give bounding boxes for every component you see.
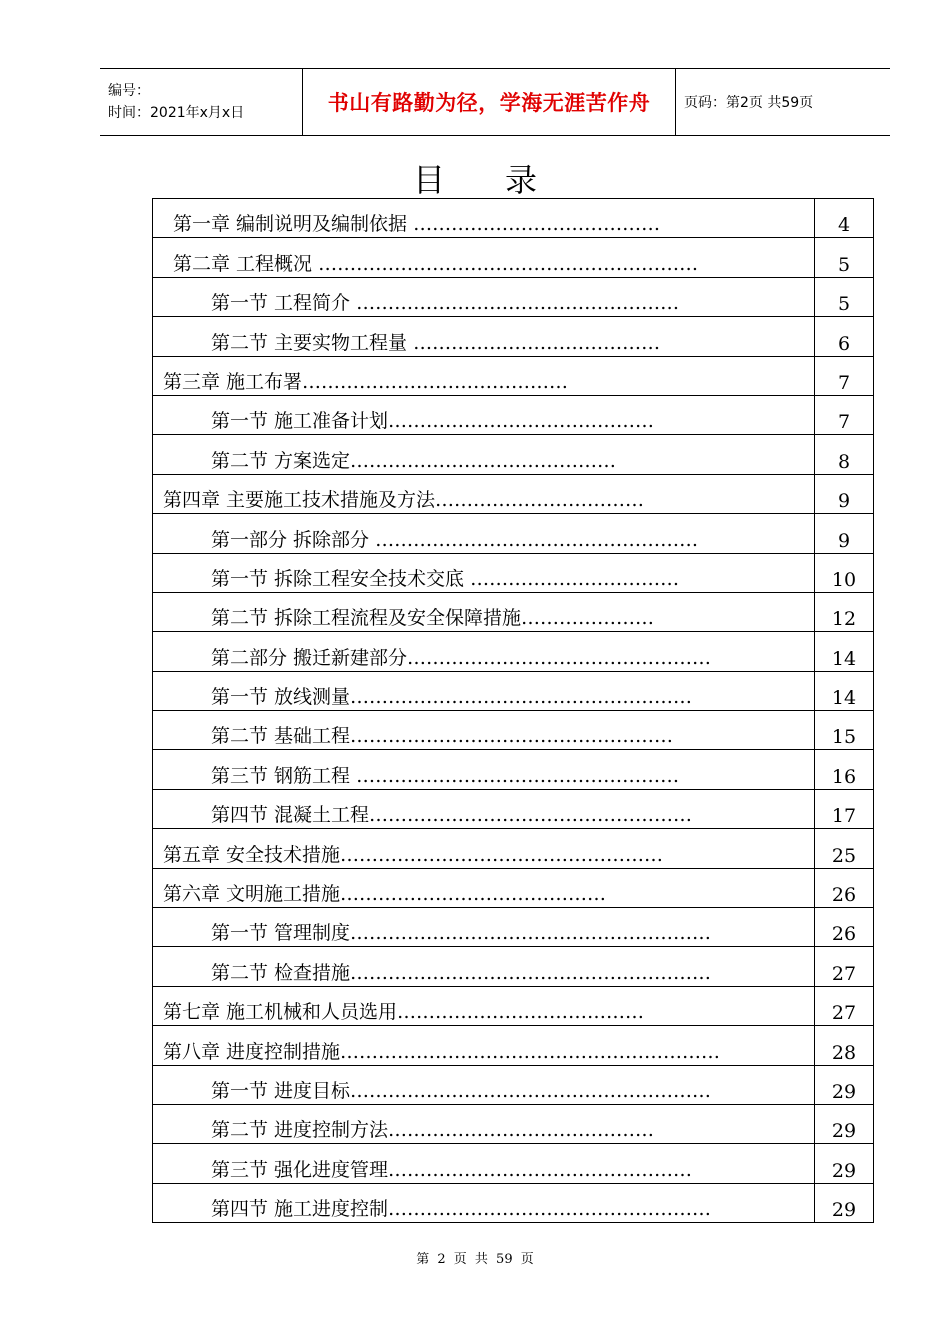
document-time: 时间：2021年x月x日 [108, 105, 245, 121]
toc-chapter-entry: 第五章 安全技术措施…………………………………………… [153, 829, 815, 868]
toc-page-number: 8 [815, 435, 874, 474]
header-motto: 书山有路勤为径，学海无涯苦作舟 [327, 91, 651, 115]
toc-row [153, 750, 874, 789]
page-footer: 第 2 页 共 59 页 [416, 1252, 534, 1267]
toc-chapter-entry: 第八章 进度控制措施…………………………………………………… [153, 1026, 815, 1065]
toc-page-number: 29 [815, 1183, 874, 1222]
toc-page-number: 12 [815, 592, 874, 631]
header-motto-cell [302, 69, 676, 135]
toc-page-number: 25 [815, 829, 874, 868]
toc-section-entry: 第二部分 搬迁新建部分………………………………………… [153, 632, 815, 671]
toc-row [153, 908, 874, 947]
toc-chapter-entry: 第六章 文明施工措施…………………………………… [153, 868, 815, 907]
toc-row [153, 829, 874, 868]
toc-row [153, 947, 874, 986]
toc-row [153, 1144, 874, 1183]
toc-row [153, 711, 874, 750]
toc-page-number: 7 [815, 395, 874, 434]
toc-section-entry: 第一节 管理制度………………………………………………… [153, 908, 815, 947]
toc-section-entry: 第一节 施工准备计划…………………………………… [153, 395, 815, 434]
toc-chapter-entry: 第二章 工程概况 …………………………………………………… [153, 238, 815, 277]
toc-page-number: 4 [815, 199, 874, 238]
toc-row [153, 632, 874, 671]
toc-page-number: 5 [815, 277, 874, 316]
toc-section-entry: 第一节 工程简介 …………………………………………… [153, 277, 815, 316]
toc-page-number: 6 [815, 317, 874, 356]
toc-section-entry: 第三节 强化进度管理………………………………………… [153, 1144, 815, 1183]
toc-section-entry: 第二节 主要实物工程量 ………………………………… [153, 317, 815, 356]
toc-page-number: 28 [815, 1026, 874, 1065]
toc-row [153, 1183, 874, 1222]
toc-page-number: 14 [815, 632, 874, 671]
toc-row [153, 1026, 874, 1065]
toc-page-number: 9 [815, 514, 874, 553]
toc-row [153, 435, 874, 474]
toc-row [153, 553, 874, 592]
toc-row [153, 199, 874, 238]
toc-section-entry: 第二节 方案选定…………………………………… [153, 435, 815, 474]
toc-page-number: 10 [815, 553, 874, 592]
toc-row [153, 1104, 874, 1143]
toc-row [153, 789, 874, 828]
toc-chapter-entry: 第四章 主要施工技术措施及方法…………………………… [153, 474, 815, 513]
table-of-contents [152, 198, 874, 1223]
toc-chapter-entry: 第三章 施工布署…………………………………… [153, 356, 815, 395]
toc-section-entry: 第二节 检查措施………………………………………………… [153, 947, 815, 986]
toc-row [153, 986, 874, 1025]
toc-section-entry: 第四节 混凝土工程…………………………………………… [153, 789, 815, 828]
toc-page-number: 27 [815, 947, 874, 986]
toc-row [153, 1065, 874, 1104]
toc-chapter-entry: 第一章 编制说明及编制依据 ………………………………… [153, 199, 815, 238]
toc-page-number: 15 [815, 711, 874, 750]
page-header [100, 68, 890, 136]
toc-chapter-entry: 第七章 施工机械和人员选用………………………………… [153, 986, 815, 1025]
toc-section-entry: 第一节 拆除工程安全技术交底 …………………………… [153, 553, 815, 592]
toc-section-entry: 第一节 放线测量……………………………………………… [153, 671, 815, 710]
toc-page-number: 7 [815, 356, 874, 395]
toc-page-number: 26 [815, 868, 874, 907]
header-page-info: 页码：第2页 共59页 [684, 95, 814, 111]
toc-title: 目录 [412, 161, 597, 199]
toc-page-number: 14 [815, 671, 874, 710]
toc-row [153, 514, 874, 553]
toc-row [153, 474, 874, 513]
toc-section-entry: 第二节 进度控制方法…………………………………… [153, 1104, 815, 1143]
toc-page-number: 16 [815, 750, 874, 789]
toc-section-entry: 第二节 基础工程…………………………………………… [153, 711, 815, 750]
toc-page-number: 17 [815, 789, 874, 828]
toc-section-entry: 第一节 进度目标………………………………………………… [153, 1065, 815, 1104]
toc-page-number: 26 [815, 908, 874, 947]
toc-section-entry: 第一部分 拆除部分 …………………………………………… [153, 514, 815, 553]
toc-page-number: 27 [815, 986, 874, 1025]
toc-page-number: 29 [815, 1065, 874, 1104]
toc-section-entry: 第二节 拆除工程流程及安全保障措施………………… [153, 592, 815, 631]
toc-row [153, 317, 874, 356]
toc-page-number: 9 [815, 474, 874, 513]
toc-section-entry: 第四节 施工进度控制…………………………………………… [153, 1183, 815, 1222]
toc-row [153, 238, 874, 277]
document-number-label: 编号： [108, 83, 150, 99]
toc-body [153, 199, 874, 1223]
toc-row [153, 592, 874, 631]
toc-row [153, 671, 874, 710]
toc-row [153, 356, 874, 395]
header-meta [100, 69, 302, 135]
toc-section-entry: 第三节 钢筋工程 …………………………………………… [153, 750, 815, 789]
toc-row [153, 868, 874, 907]
toc-page-number: 29 [815, 1104, 874, 1143]
toc-page-number: 5 [815, 238, 874, 277]
toc-page-number: 29 [815, 1144, 874, 1183]
toc-row [153, 277, 874, 316]
toc-row [153, 395, 874, 434]
